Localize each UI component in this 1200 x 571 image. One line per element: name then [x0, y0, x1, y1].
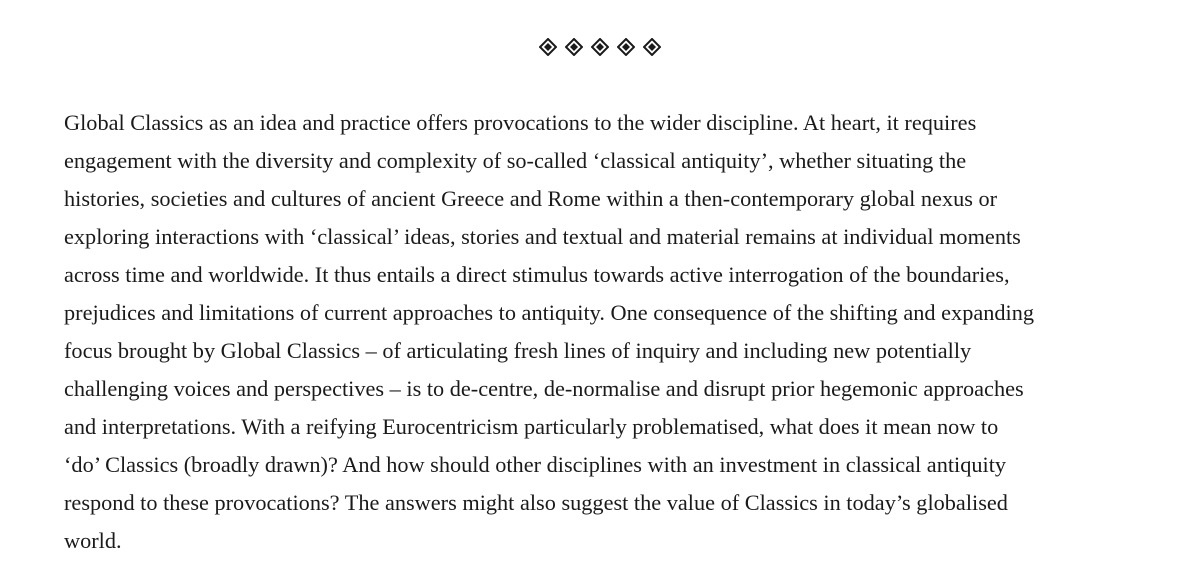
paragraph-line: across time and worldwide. It thus entails a direct stimulus towards active interrogation of the boundaries, — [64, 262, 1010, 287]
diamond-icon — [591, 38, 609, 56]
body-paragraph — [64, 104, 1192, 560]
paragraph-line: exploring interactions with ‘classical’ ideas, stories and textual and material remains at individual moments — [64, 224, 1021, 249]
diamond-icon — [643, 38, 661, 56]
paragraph-line: histories, societies and cultures of ancient Greece and Rome within a then-contemporary global nexus or — [64, 186, 998, 211]
paragraph-line: challenging voices and perspectives – is to de-centre, de-normalise and disrupt prior hegemonic approaches — [64, 376, 1024, 401]
diamond-icon — [539, 38, 557, 56]
paragraph-line: and interpretations. With a reifying Eurocentricism particularly problematised, what does it mean now to — [64, 414, 999, 439]
paragraph-line: focus brought by Global Classics – of articulating fresh lines of inquiry and including new potentially — [64, 338, 972, 363]
paragraph-line: respond to these provocations? The answers might also suggest the value of Classics in today’s globalised — [64, 490, 1008, 515]
diamond-icon — [565, 38, 583, 56]
paragraph-line: world. — [64, 528, 122, 553]
paragraph-line: prejudices and limitations of current approaches to antiquity. One consequence of the shifting and expanding — [64, 300, 1035, 325]
section-divider — [0, 36, 1200, 58]
paragraph-line: Global Classics as an idea and practice offers provocations to the wider discipline. At heart, it requires — [64, 110, 977, 135]
diamond-icon — [617, 38, 635, 56]
paragraph-line: ‘do’ Classics (broadly drawn)? And how should other disciplines with an investment in classical antiquity — [64, 452, 1007, 477]
paragraph-line: engagement with the diversity and complexity of so-called ‘classical antiquity’, whether situating the — [64, 148, 967, 173]
